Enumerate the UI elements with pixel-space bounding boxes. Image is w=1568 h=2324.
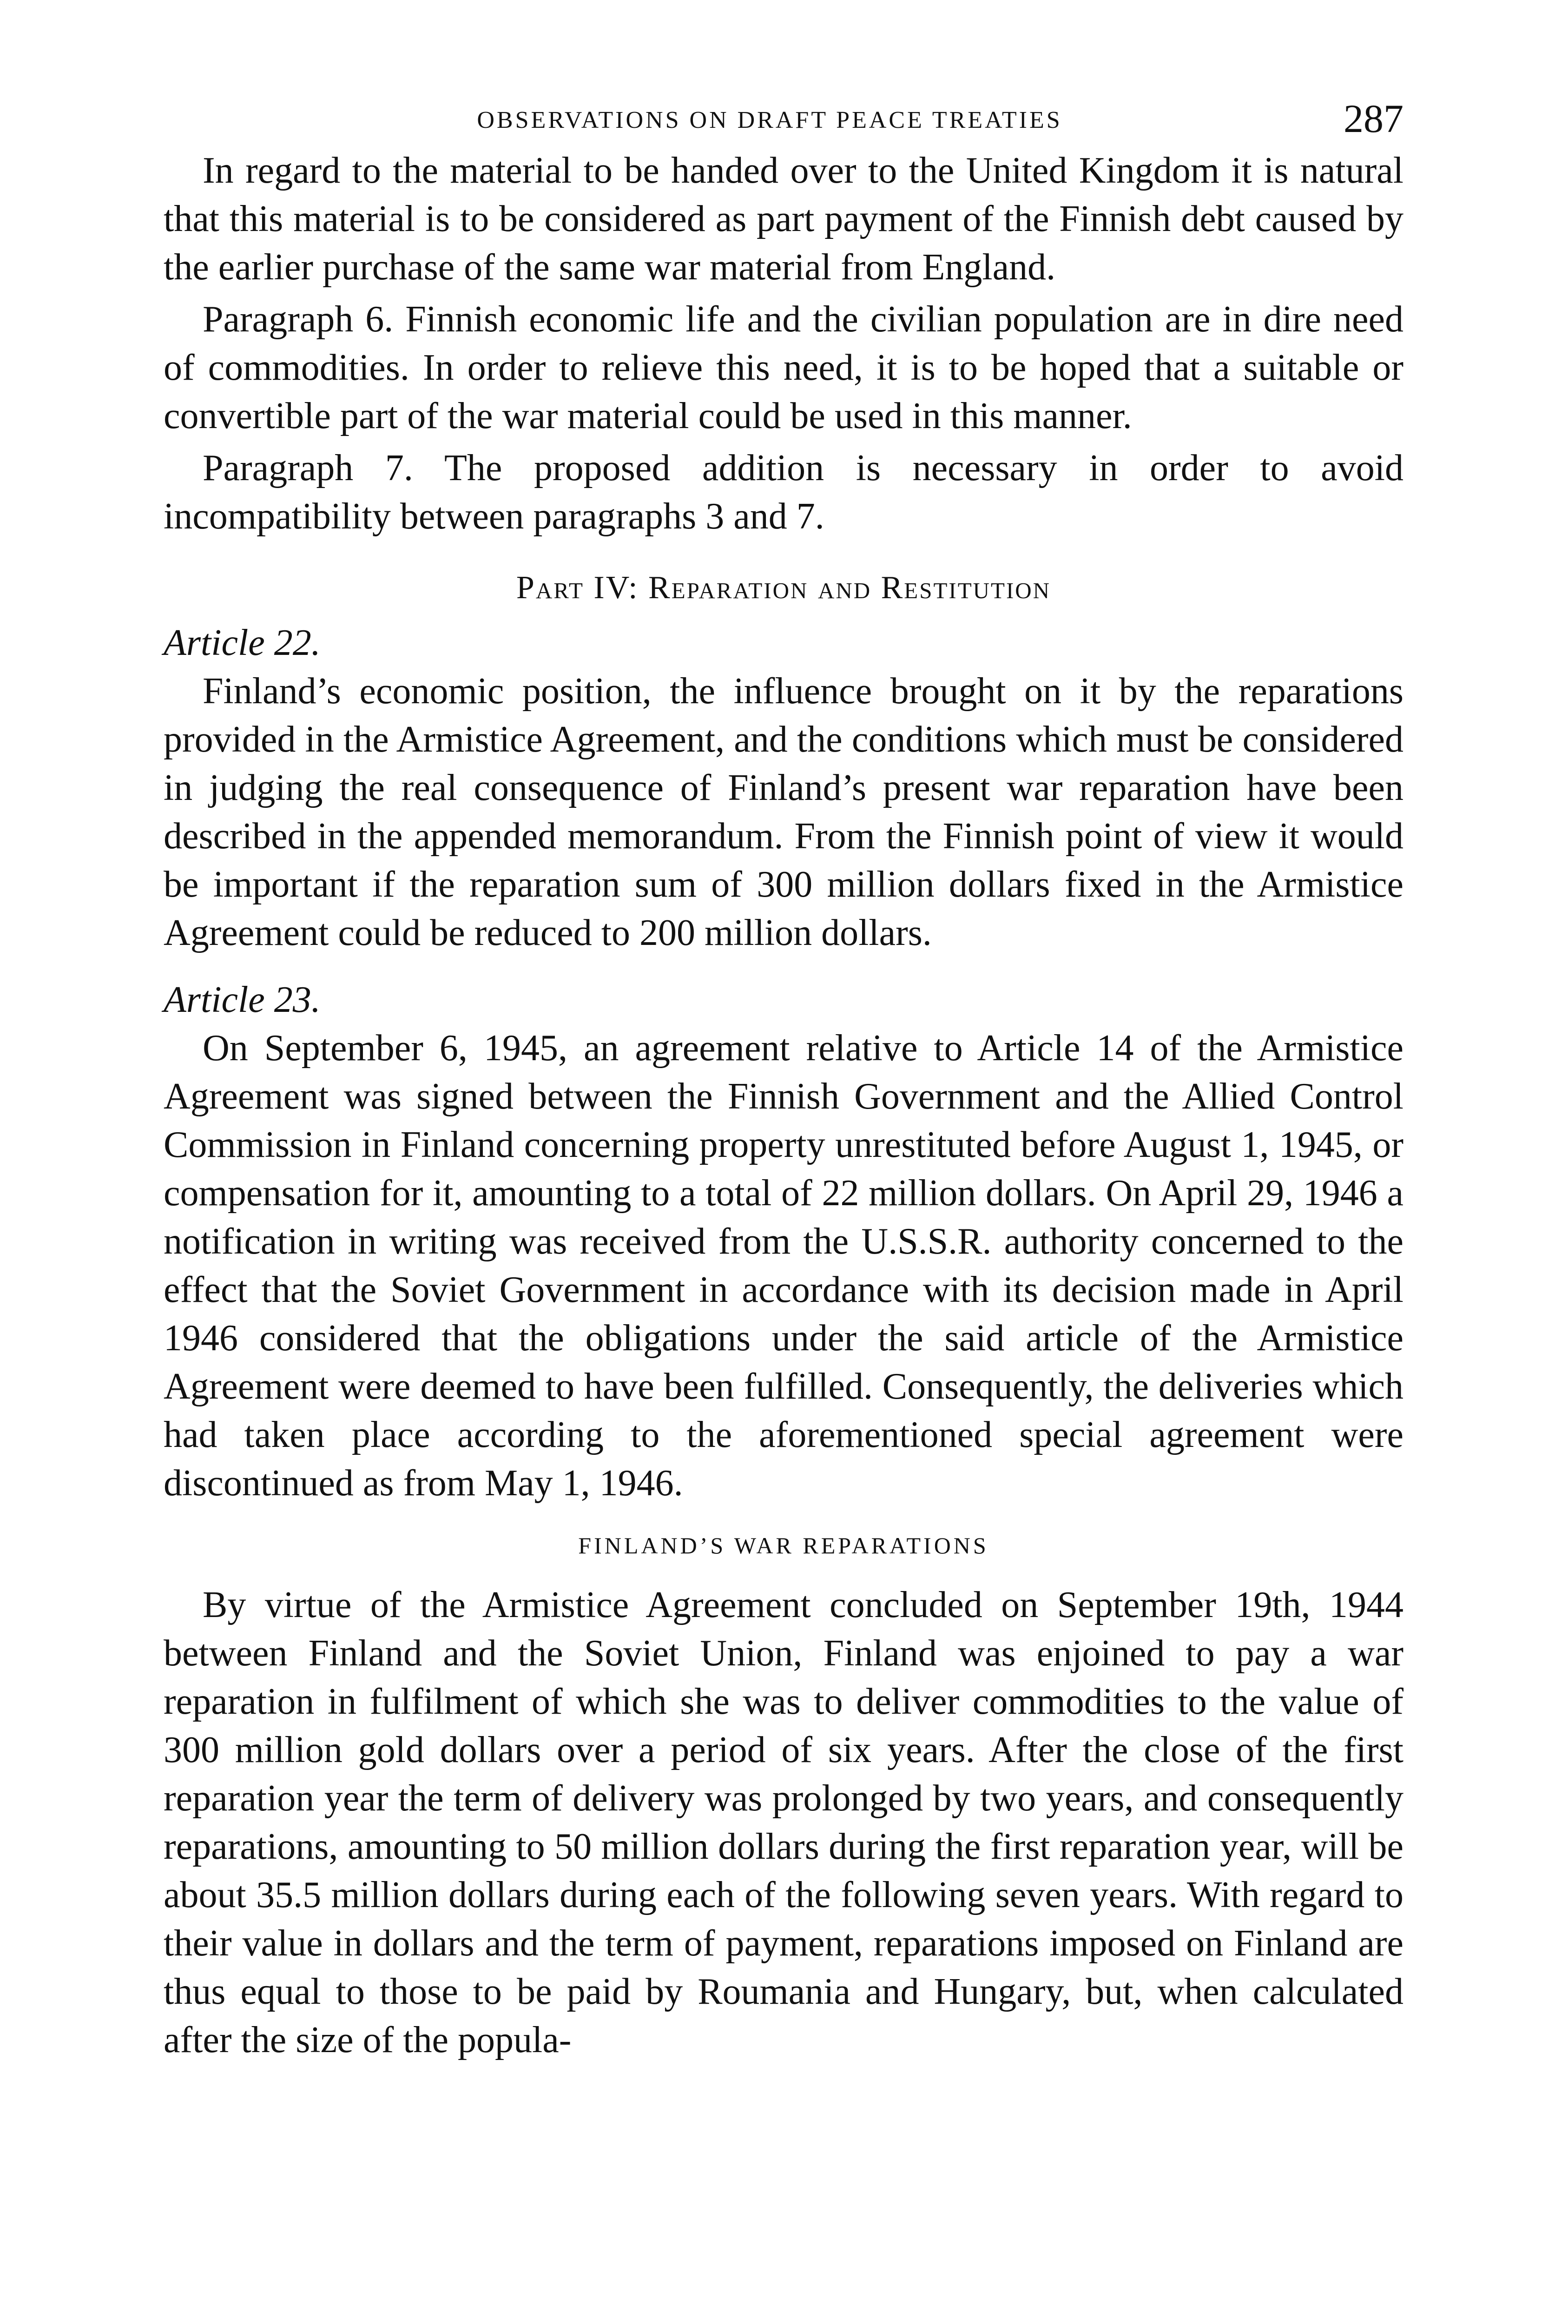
section-heading: FINLAND’S WAR REPARATIONS <box>578 1532 989 1558</box>
part-heading: Part IV: Reparation and Restitution <box>516 570 1051 606</box>
page-number: 287 <box>1344 96 1403 141</box>
document-page <box>164 95 1403 2064</box>
article-22-label: Article 22. <box>164 622 321 663</box>
article-22-text: Finland’s economic position, the influence brought on it by the reparations provided in the Armistice Agreement, and the conditions which must be considered in judging the real consequence of Finland’s present war reparation have been described in the appended memorandum. From the Finnish point of view it would be important if the reparation sum of 300 million dollars fixed in the Armistice Agreement could be reduced to 200 million dollars. <box>164 671 1403 953</box>
paragraph-7: Paragraph 7. The proposed addition is necessary in order to avoid incompatibility between paragraphs 3 and 7. <box>164 448 1403 537</box>
paragraph-6: Paragraph 6. Finnish economic life and the civilian population are in dire need of commodities. In order to relieve this need, it is to be hoped that a suitable or convertible part of the war material could be used in this manner. <box>164 299 1403 436</box>
article-23-label: Article 23. <box>164 979 321 1020</box>
running-title: OBSERVATIONS ON DRAFT PEACE TREATIES <box>477 107 1062 133</box>
running-head <box>164 95 1403 146</box>
paragraph-material-uk: In regard to the material to be handed over to the United Kingdom it is natural that this material is to be considered as part payment of the Finnish debt caused by the earlier purchase of the same war material from England. <box>164 150 1403 288</box>
article-23-text: On September 6, 1945, an agreement relative to Article 14 of the Armistice Agreement was signed between the Finnish Government and the Allied Control Commission in Finland concerning property unrestituted before August 1, 1945, or compensation for it, amounting to a total of 22 million dollars. On April 29, 1946 a notification in writing was received from the U.S.S.R. authority concerned to the effect that the Soviet Government in accordance with its decision made in April 1946 considered that the obligations under the said article of the Armistice Agreement were deemed to have been fulfilled. Consequently, the deliveries which had taken place according to the aforementioned special agreement were discontinued as from May 1, 1946. <box>164 1028 1403 1504</box>
war-reparations-text: By virtue of the Armistice Agreement concluded on September 19th, 1944 between Finland and the Soviet Union, Finland was enjoined to pay a war reparation in fulfilment of which she was to deliver commodities to the value of 300 million gold dollars over a period of six years. After the close of the first reparation year the term of delivery was prolonged by two years, and consequently reparations, amounting to 50 million dollars during the first reparation year, will be about 35.5 million dollars during each of the following seven years. With regard to their value in dollars and the term of payment, reparations imposed on Finland are thus equal to those to be paid by Roumania and Hungary, but, when calculated after the size of the popula- <box>164 1585 1403 2060</box>
